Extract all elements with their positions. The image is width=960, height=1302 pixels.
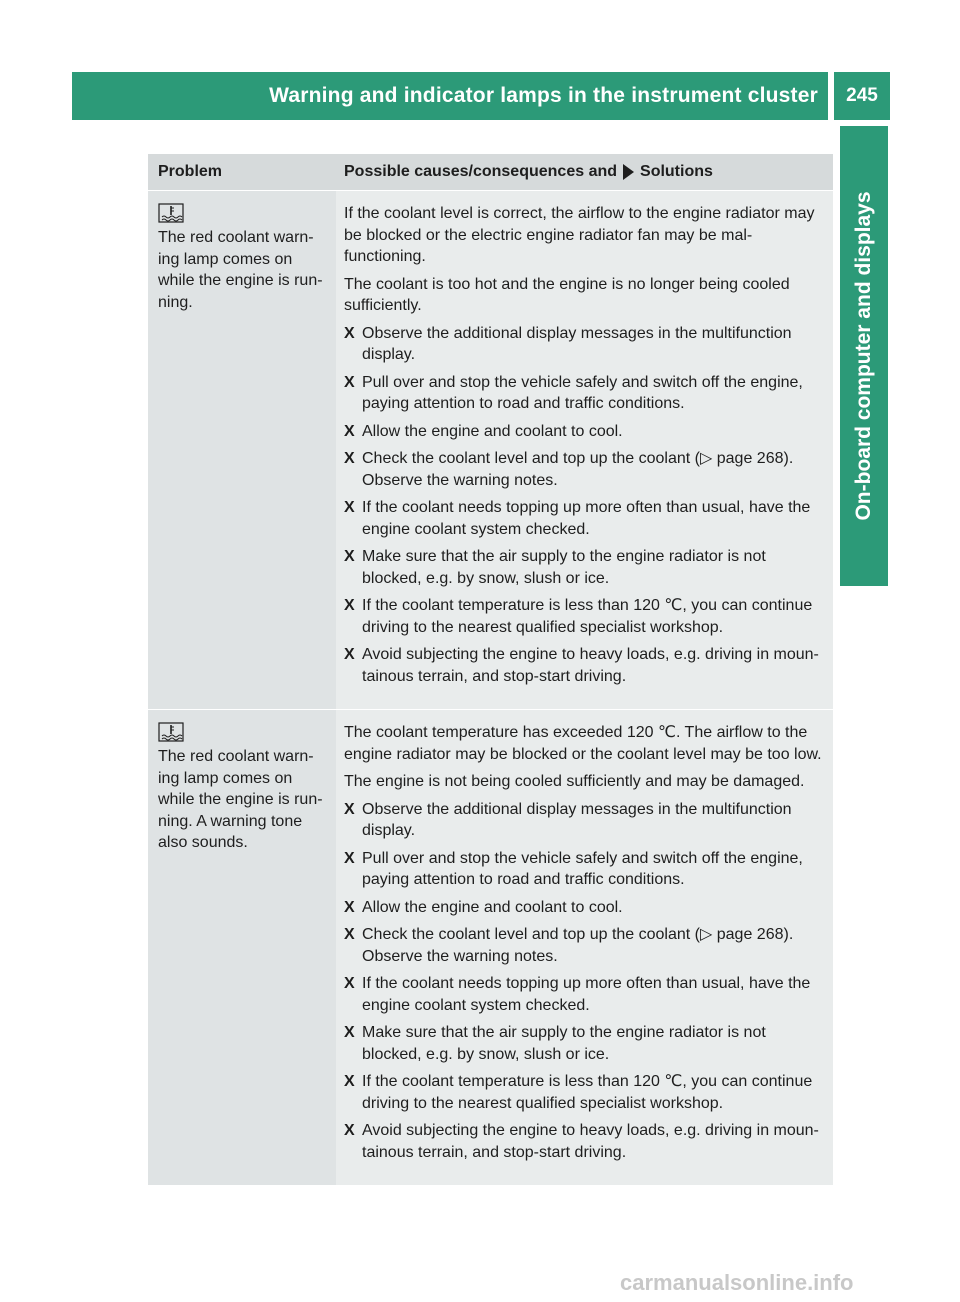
- section-header: [72, 72, 828, 120]
- step-marker-icon: X: [344, 800, 355, 818]
- solution-step: [344, 546, 829, 589]
- solution-step: [344, 924, 829, 967]
- step-text: If the coolant temperature is less than 120 ℃, you can continue driving to the nearest qualified specialist workshop.: [362, 597, 813, 636]
- solution-step: [344, 848, 829, 891]
- step-text: Pull over and stop the vehicle safely and switch off the engine, paying attention to road and traffic conditions.: [362, 373, 803, 412]
- solution-step: [344, 372, 829, 415]
- step-marker-icon: X: [344, 646, 355, 663]
- cause-paragraph: The coolant temperature has exceeded 120 ℃. The airflow to the engine radiator may be blocked or the coolant level may be too low.: [344, 724, 822, 763]
- solution-step: [344, 595, 829, 638]
- solution-cell: [336, 191, 833, 709]
- problem-solution-table: [148, 154, 833, 1185]
- step-text: Make sure that the air supply to the engine radiator is not blocked, e.g. by snow, slush or ice.: [362, 1024, 766, 1063]
- step-text: Observe the additional display messages in the multifunction display.: [362, 800, 792, 839]
- step-text: Avoid subjecting the engine to heavy loads, e.g. driving in moun-tainous terrain, and stop-start driving.: [362, 1122, 819, 1161]
- page-number: 245: [834, 72, 890, 120]
- watermark: carmanualsonline.info: [620, 1270, 854, 1295]
- problem-cell: [148, 710, 336, 1185]
- solution-step: [344, 323, 829, 366]
- step-text: Avoid subjecting the engine to heavy loads, e.g. driving in moun-tainous terrain, and stop-start driving.: [362, 646, 819, 685]
- step-marker-icon: X: [344, 422, 355, 440]
- column-header-solutions-label: Solutions: [640, 163, 713, 180]
- solution-step: [344, 973, 829, 1016]
- step-marker-icon: X: [344, 324, 355, 342]
- chapter-tab-marker: [840, 530, 888, 586]
- solution-arrow-icon: [623, 164, 634, 180]
- solution-step: [344, 1071, 829, 1114]
- step-marker-icon: X: [344, 926, 355, 943]
- solution-step: [344, 497, 829, 540]
- table-header-row: [148, 154, 833, 190]
- table-row: [148, 709, 833, 1185]
- column-header-problem: Problem: [158, 163, 223, 180]
- step-text: Allow the engine and coolant to cool.: [362, 422, 623, 440]
- step-text: If the coolant needs topping up more often than usual, have the engine coolant system checked.: [362, 975, 811, 1014]
- step-marker-icon: X: [344, 499, 355, 516]
- step-marker-icon: X: [344, 373, 355, 391]
- problem-text: The red coolant warn- ing lamp comes on while the engine is run- ning.: [158, 229, 323, 311]
- solution-step: [344, 1022, 829, 1065]
- problem-text: The red coolant warn- ing lamp comes on while the engine is run- ning. A warning tone also sounds.: [158, 748, 323, 851]
- step-marker-icon: X: [344, 1122, 355, 1139]
- column-header-solutions: [336, 154, 833, 190]
- solution-step: [344, 644, 829, 687]
- solution-step: [344, 897, 829, 919]
- step-text: Allow the engine and coolant to cool.: [362, 898, 623, 916]
- chapter-tab-label: On-board computer and displays: [852, 191, 875, 521]
- step-text: Make sure that the air supply to the engine radiator is not blocked, e.g. by snow, slush or ice.: [362, 548, 766, 587]
- solution-cell: [336, 710, 833, 1185]
- step-text: Check the coolant level and top up the coolant (▷ page 268). Observe the warning notes.: [362, 450, 794, 489]
- coolant-temperature-icon: [158, 203, 184, 223]
- step-text: If the coolant needs topping up more often than usual, have the engine coolant system checked.: [362, 499, 811, 538]
- solution-step: [344, 448, 829, 491]
- step-marker-icon: X: [344, 849, 355, 867]
- solution-step: [344, 421, 829, 443]
- step-marker-icon: X: [344, 1024, 355, 1041]
- cause-paragraph: If the coolant level is correct, the airflow to the engine radiator may be blocked or the electric engine radiator fan may be mal-functioning.: [344, 205, 815, 265]
- step-marker-icon: X: [344, 450, 355, 467]
- step-text: Observe the additional display messages in the multifunction display.: [362, 324, 792, 363]
- section-title: Warning and indicator lamps in the instrument cluster: [269, 84, 818, 107]
- solution-step: [344, 799, 829, 842]
- step-text: Pull over and stop the vehicle safely and switch off the engine, paying attention to road and traffic conditions.: [362, 849, 803, 888]
- solution-step: [344, 1120, 829, 1163]
- step-marker-icon: X: [344, 1073, 355, 1090]
- problem-cell: [148, 191, 336, 709]
- step-marker-icon: X: [344, 898, 355, 916]
- step-marker-icon: X: [344, 548, 355, 565]
- step-text: Check the coolant level and top up the coolant (▷ page 268). Observe the warning notes.: [362, 926, 794, 965]
- cause-paragraph: The coolant is too hot and the engine is no longer being cooled sufficiently.: [344, 275, 790, 314]
- step-text: If the coolant temperature is less than 120 ℃, you can continue driving to the nearest qualified specialist workshop.: [362, 1073, 813, 1112]
- column-header-causes: Possible causes/consequences and: [344, 163, 618, 180]
- table-row: [148, 190, 833, 709]
- step-marker-icon: X: [344, 975, 355, 992]
- cause-paragraph: The engine is not being cooled sufficiently and may be damaged.: [344, 773, 805, 790]
- coolant-temperature-icon: [158, 722, 184, 742]
- step-marker-icon: X: [344, 597, 355, 614]
